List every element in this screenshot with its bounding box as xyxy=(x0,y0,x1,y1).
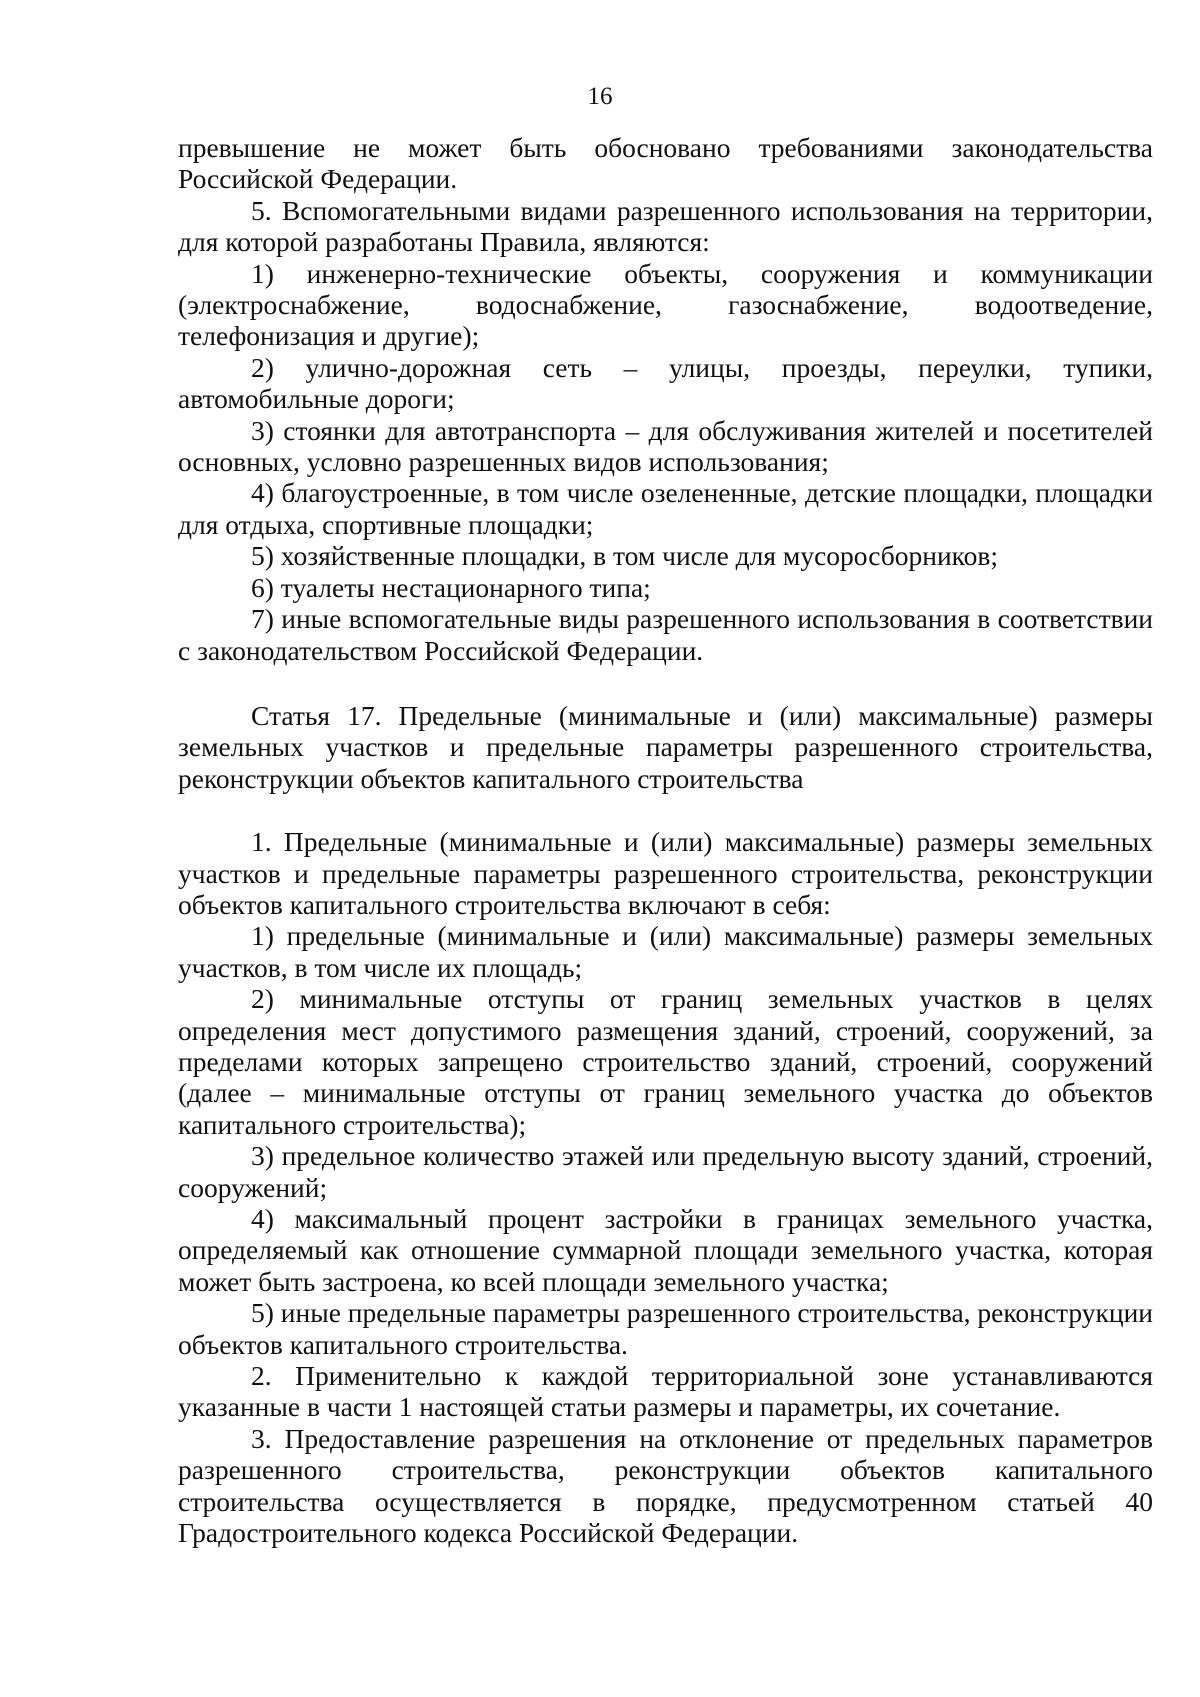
paragraph: 2. Применительно к каждой территориальной зоне устанавливаются указанные в части 1 настоящей статьи размеры и параметры, их сочетание. xyxy=(178,1360,1153,1423)
paragraph: 1. Предельные (минимальные и (или) максимальные) размеры земельных участков и предельные параметры разрешенного строительства, реконструкции объектов капитального строительства включают в себя: xyxy=(178,826,1153,920)
paragraph: превышение не может быть обосновано требованиями законодательства Российской Федерации. xyxy=(178,132,1153,195)
paragraph: 5. Вспомогательными видами разрешенного использования на территории, для которой разработаны Правила, являются: xyxy=(178,194,1153,258)
paragraph: 3. Предоставление разрешения на отклонение от предельных параметров разрешенного строительства, реконструкции объектов капитального строительства осуществляется в порядке, предусмотренном статьей 40 Градостроительного кодекса Российской Федерации. xyxy=(178,1422,1153,1549)
list-item: 6) туалеты нестационарного типа; xyxy=(251,571,651,603)
list-item: 4) благоустроенные, в том числе озелененные, детские площадки, площадки для отдыха, спортивные площадки; xyxy=(178,477,1153,540)
list-item: 2) минимальные отступы от границ земельных участков в целях определения мест допустимого размещения зданий, строений, сооружений, за пределами которых запрещено строительство зданий, строений, сооружений (далее – минимальные отступы от границ земельного участка до объектов капитального строительства); xyxy=(178,983,1153,1140)
list-item: 4) максимальный процент застройки в границах земельного участка, определяемый как отношение суммарной площади земельного участка, которая может быть застроена, ко всей площади земельного участка; xyxy=(178,1203,1153,1297)
list-item: 1) инженерно-технические объекты, сооружения и коммуникации (электроснабжение, водоснабжение, газоснабжение, водоотведение, телефонизация и другие); xyxy=(178,257,1153,352)
article-title: Статья 17. Предельные (минимальные и (или) максимальные) размеры земельных участков и предельные параметры разрешенного строительства, реконструкции объектов капитального строительства xyxy=(178,699,1153,794)
list-item: 3) предельное количество этажей или предельную высоту зданий, строений, сооружений; xyxy=(178,1140,1153,1203)
list-item: 2) улично-дорожная сеть – улицы, проезды, переулки, тупики, автомобильные дороги; xyxy=(178,351,1153,415)
list-item: 5) хозяйственные площадки, в том числе для мусоросборников; xyxy=(251,540,999,572)
list-item: 5) иные предельные параметры разрешенного строительства, реконструкции объектов капитального строительства. xyxy=(178,1297,1153,1360)
list-item: 7) иные вспомогательные виды разрешенного использования в соответствии с законодательством Российской Федерации. xyxy=(178,603,1153,666)
document-body xyxy=(178,132,1153,1548)
page-number: 16 xyxy=(587,83,613,110)
list-item: 1) предельные (минимальные и (или) максимальные) размеры земельных участков, в том числе их площадь; xyxy=(178,920,1153,983)
list-item: 3) стоянки для автотранспорта – для обслуживания жителей и посетителей основных, условно разрешенных видов использования; xyxy=(178,414,1153,478)
